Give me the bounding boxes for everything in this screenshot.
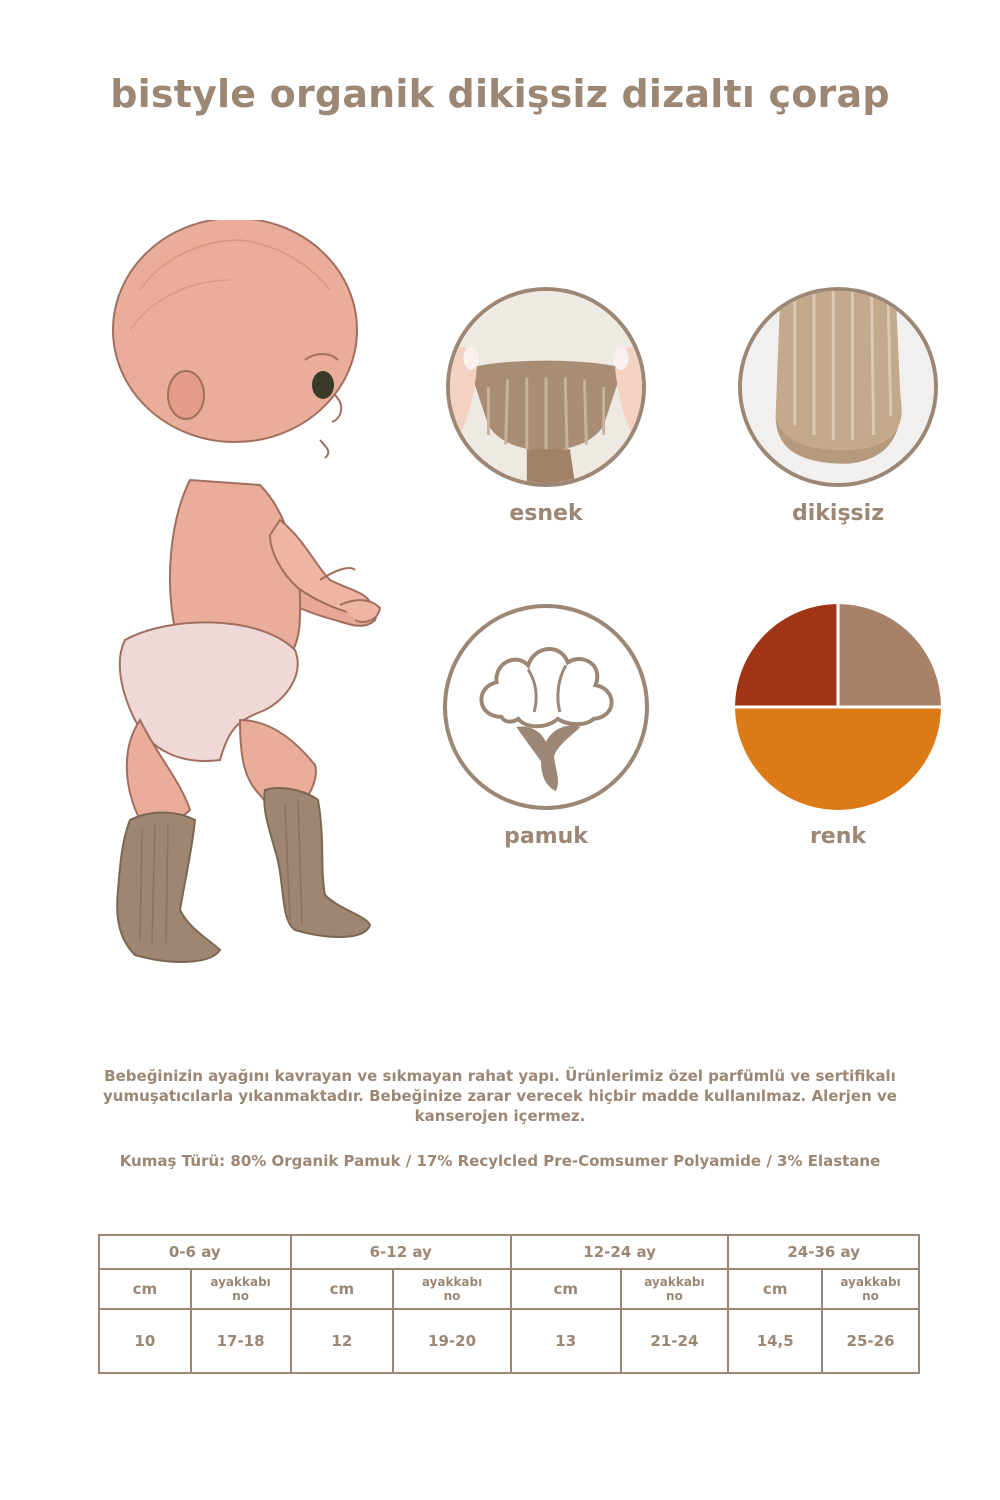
feature-label: renk <box>809 824 867 849</box>
cotton-icon <box>443 604 649 810</box>
col-shoe-label: ayakkabı no <box>840 1275 901 1303</box>
col-shoe-label: ayakkabı no <box>210 1275 271 1303</box>
swatch-quadrant-taupe <box>838 604 941 707</box>
size-group: 24-36 ay <box>728 1235 919 1269</box>
feature-dikissiz <box>728 287 948 526</box>
product-description: Bebeğinizin ayağını kavrayan ve sıkmayan rahat yapı. Ürünlerimiz özel parfümlü ve sertifikalı yumuşatıcılarla yıkanmaktadır. Bebeğinize zarar verecek hiçbir madde kullanılmaz. Alerjen ve kanserojen içermez. <box>103 1067 897 1125</box>
feature-label: esnek <box>509 501 583 526</box>
size-table-header-row <box>99 1235 919 1269</box>
cell-cm: 14,5 <box>728 1309 822 1373</box>
col-shoe-label: ayakkabı no <box>644 1275 705 1303</box>
size-table-row <box>99 1309 919 1373</box>
cell-cm: 10 <box>99 1309 191 1373</box>
col-cm: cm <box>511 1269 621 1309</box>
size-table-subheader-row <box>99 1269 919 1309</box>
cell-cm: 12 <box>291 1309 394 1373</box>
col-shoe <box>191 1269 291 1309</box>
col-cm: cm <box>99 1269 191 1309</box>
cell-shoe: 19-20 <box>393 1309 511 1373</box>
col-cm: cm <box>291 1269 394 1309</box>
cell-shoe: 25-26 <box>822 1309 919 1373</box>
feature-esnek <box>436 287 656 526</box>
cell-shoe: 21-24 <box>621 1309 729 1373</box>
stretch-sock-photo-icon <box>446 287 646 487</box>
page-title: bistyle organik dikişsiz dizaltı çorap <box>110 72 890 116</box>
feature-label: pamuk <box>504 824 588 849</box>
col-cm: cm <box>728 1269 822 1309</box>
swatch-quadrant-rust <box>735 604 838 707</box>
cell-cm: 13 <box>511 1309 621 1373</box>
col-shoe <box>393 1269 511 1309</box>
feature-label: dikişsiz <box>792 501 884 526</box>
color-swatch-icon <box>735 604 941 810</box>
cell-shoe: 17-18 <box>191 1309 291 1373</box>
col-shoe <box>621 1269 729 1309</box>
size-group: 0-6 ay <box>99 1235 291 1269</box>
seamless-sock-photo-icon <box>738 287 938 487</box>
size-group: 6-12 ay <box>291 1235 511 1269</box>
col-shoe-label: ayakkabı no <box>421 1275 483 1303</box>
size-group: 12-24 ay <box>511 1235 728 1269</box>
col-shoe <box>822 1269 919 1309</box>
feature-pamuk <box>436 604 656 849</box>
baby-illustration <box>80 220 400 990</box>
swatch-half-orange <box>735 707 941 810</box>
feature-renk <box>728 604 948 849</box>
size-table <box>98 1234 920 1374</box>
fabric-info: Kumaş Türü: 80% Organik Pamuk / 17% Recylcled Pre-Comsumer Polyamide / 3% Elastane <box>119 1152 881 1170</box>
